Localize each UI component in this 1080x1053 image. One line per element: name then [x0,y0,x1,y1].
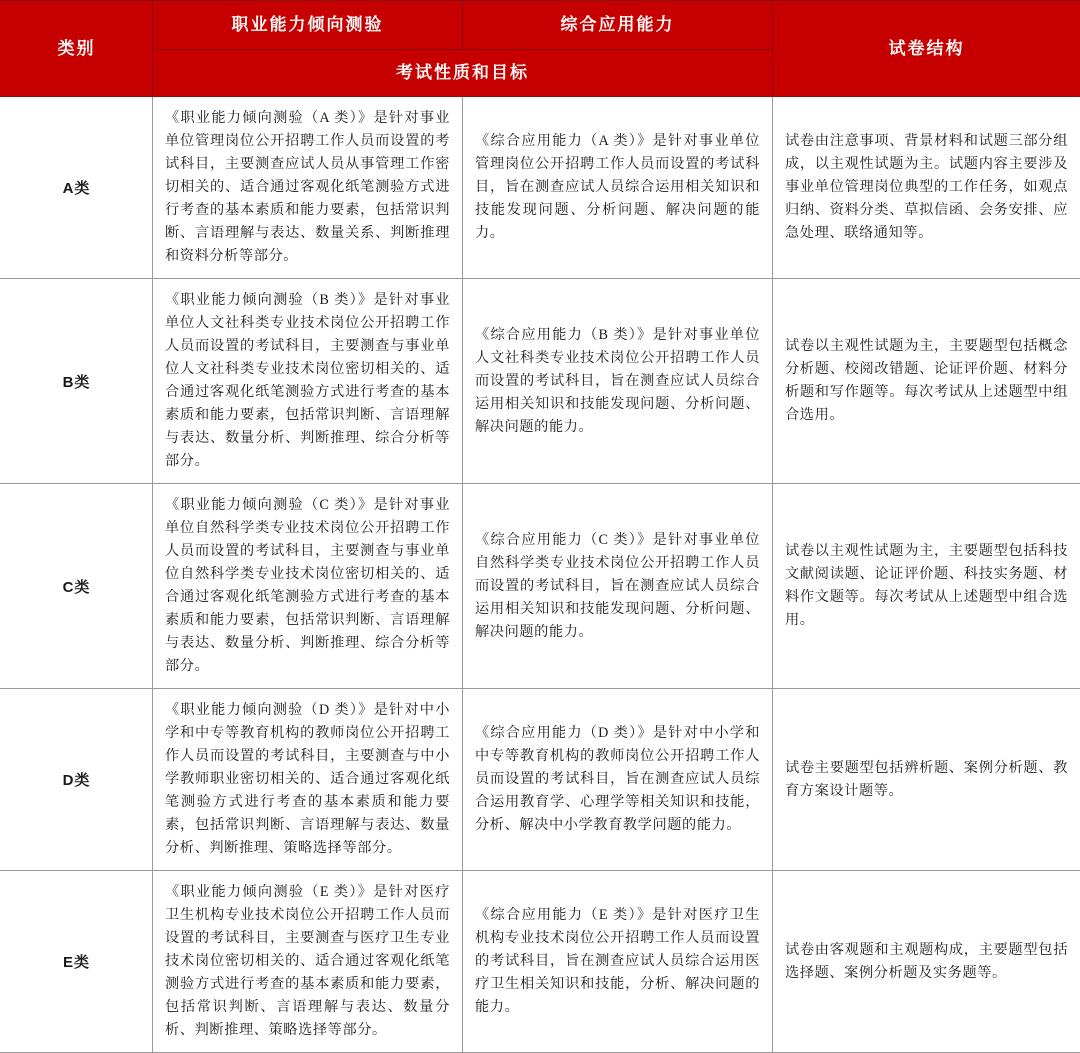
table-row [1,484,1080,689]
header-cell-occupational-aptitude: 职业能力倾向测验 [153,1,463,50]
cell-paper-structure: 试卷以主观性试题为主，主要题型包括概念分析题、校阅改错题、论证评价题、材料分析题和写作题等。每次考试从上述题型中组合选用。 [773,279,1080,484]
cell-comprehensive-application: 《综合应用能力（D 类）》是针对中小学和中专等教育机构的教师岗位公开招聘工作人员而设置的考试科目，旨在测查应试人员综合运用教育学、心理学等相关知识和技能，分析、解决中小学教育教学问题的能力。 [463,689,773,871]
row-category-label [1,871,153,1053]
cell-comprehensive-application: 《综合应用能力（B 类）》是针对事业单位人文社科类专业技术岗位公开招聘工作人员而设置的考试科目，旨在测查应试人员综合运用相关知识和技能发现问题、分析问题、解决问题的能力。 [463,279,773,484]
header-cell-category: 类别 [1,1,153,97]
cell-paper-structure: 试卷由客观题和主观题构成，主要题型包括选择题、案例分析题及实务题等。 [773,871,1080,1053]
cell-occupational-aptitude: 《职业能力倾向测验（E 类）》是针对医疗卫生机构专业技术岗位公开招聘工作人员而设置的考试科目，主要测查与医疗卫生专业技术岗位密切相关的、适合通过客观化纸笔测验方式进行考查的基本素质和能力要素，包括常识判断、言语理解与表达、数量分析、判断推理、策略选择等部分。 [153,871,463,1053]
cell-comprehensive-application: 《综合应用能力（A 类）》是针对事业单位管理岗位公开招聘工作人员而设置的考试科目，旨在测查应试人员综合运用相关知识和技能发现问题、分析问题、解决问题的能力。 [463,97,773,279]
cell-paper-structure: 试卷主要题型包括辨析题、案例分析题、教育方案设计题等。 [773,689,1080,871]
row-category-label [1,484,153,689]
table-header [1,1,1080,97]
category-text: E类 [63,951,90,972]
cell-occupational-aptitude: 《职业能力倾向测验（D 类）》是针对中小学和中专等教育机构的教师岗位公开招聘工作人员而设置的考试科目，主要测查与中小学教师职业密切相关的、适合通过客观化纸笔测验方式进行考查的基本素质和能力要素，包括常识判断、言语理解与表达、数量分析、判断推理、策略选择等部分。 [153,689,463,871]
cell-comprehensive-application: 《综合应用能力（E 类）》是针对医疗卫生机构专业技术岗位公开招聘工作人员而设置的考试科目，旨在测查应试人员综合运用医疗卫生相关知识和技能，分析、解决问题的能力。 [463,871,773,1053]
row-category-label [1,279,153,484]
table-row [1,689,1080,871]
category-text: A类 [63,177,91,198]
table-row [1,279,1080,484]
category-text: B类 [63,371,91,392]
category-text: C类 [63,576,91,597]
table-row [1,97,1080,279]
row-category-label [1,97,153,279]
cell-occupational-aptitude: 《职业能力倾向测验（A 类）》是针对事业单位管理岗位公开招聘工作人员而设置的考试科目，主要测查应试人员从事管理工作密切相关的、适合通过客观化纸笔测验方式进行考查的基本素质和能力要素，包括常识判断、言语理解与表达、数量关系、判断推理和资料分析等部分。 [153,97,463,279]
cell-occupational-aptitude: 《职业能力倾向测验（B 类）》是针对事业单位人文社科类专业技术岗位公开招聘工作人员而设置的考试科目，主要测查与事业单位人文社科类专业技术岗位密切相关的、适合通过客观化纸笔测验方式进行考查的基本素质和能力要素，包括常识判断、言语理解与表达、数量分析、判断推理、综合分析等部分。 [153,279,463,484]
category-text: D类 [63,769,91,790]
cell-paper-structure: 试卷以主观性试题为主，主要题型包括科技文献阅读题、论证评价题、科技实务题、材料作文题等。每次考试从上述题型中组合选用。 [773,484,1080,689]
cell-occupational-aptitude: 《职业能力倾向测验（C 类）》是针对事业单位自然科学类专业技术岗位公开招聘工作人员而设置的考试科目，主要测查与事业单位自然科学类专业技术岗位密切相关的、适合通过客观化纸笔测验方式进行考查的基本素质和能力要素，包括常识判断、言语理解与表达、数量分析、判断推理、综合分析等部分。 [153,484,463,689]
header-row-primary [1,1,1080,50]
table-row [1,871,1080,1053]
header-cell-paper-structure: 试卷结构 [773,1,1080,97]
cell-paper-structure: 试卷由注意事项、背景材料和试题三部分组成，以主观性试题为主。试题内容主要涉及事业单位管理岗位典型的工作任务，如观点归纳、资料分类、草拟信函、会务安排、应急处理、联络通知等。 [773,97,1080,279]
row-category-label [1,689,153,871]
header-cell-nature-and-goal: 考试性质和目标 [153,50,773,97]
cell-comprehensive-application: 《综合应用能力（C 类）》是针对事业单位自然科学类专业技术岗位公开招聘工作人员而设置的考试科目，旨在测查应试人员综合运用相关知识和技能发现问题、分析问题、解决问题的能力。 [463,484,773,689]
header-cell-comprehensive-application: 综合应用能力 [463,1,773,50]
table-body [1,97,1080,1053]
